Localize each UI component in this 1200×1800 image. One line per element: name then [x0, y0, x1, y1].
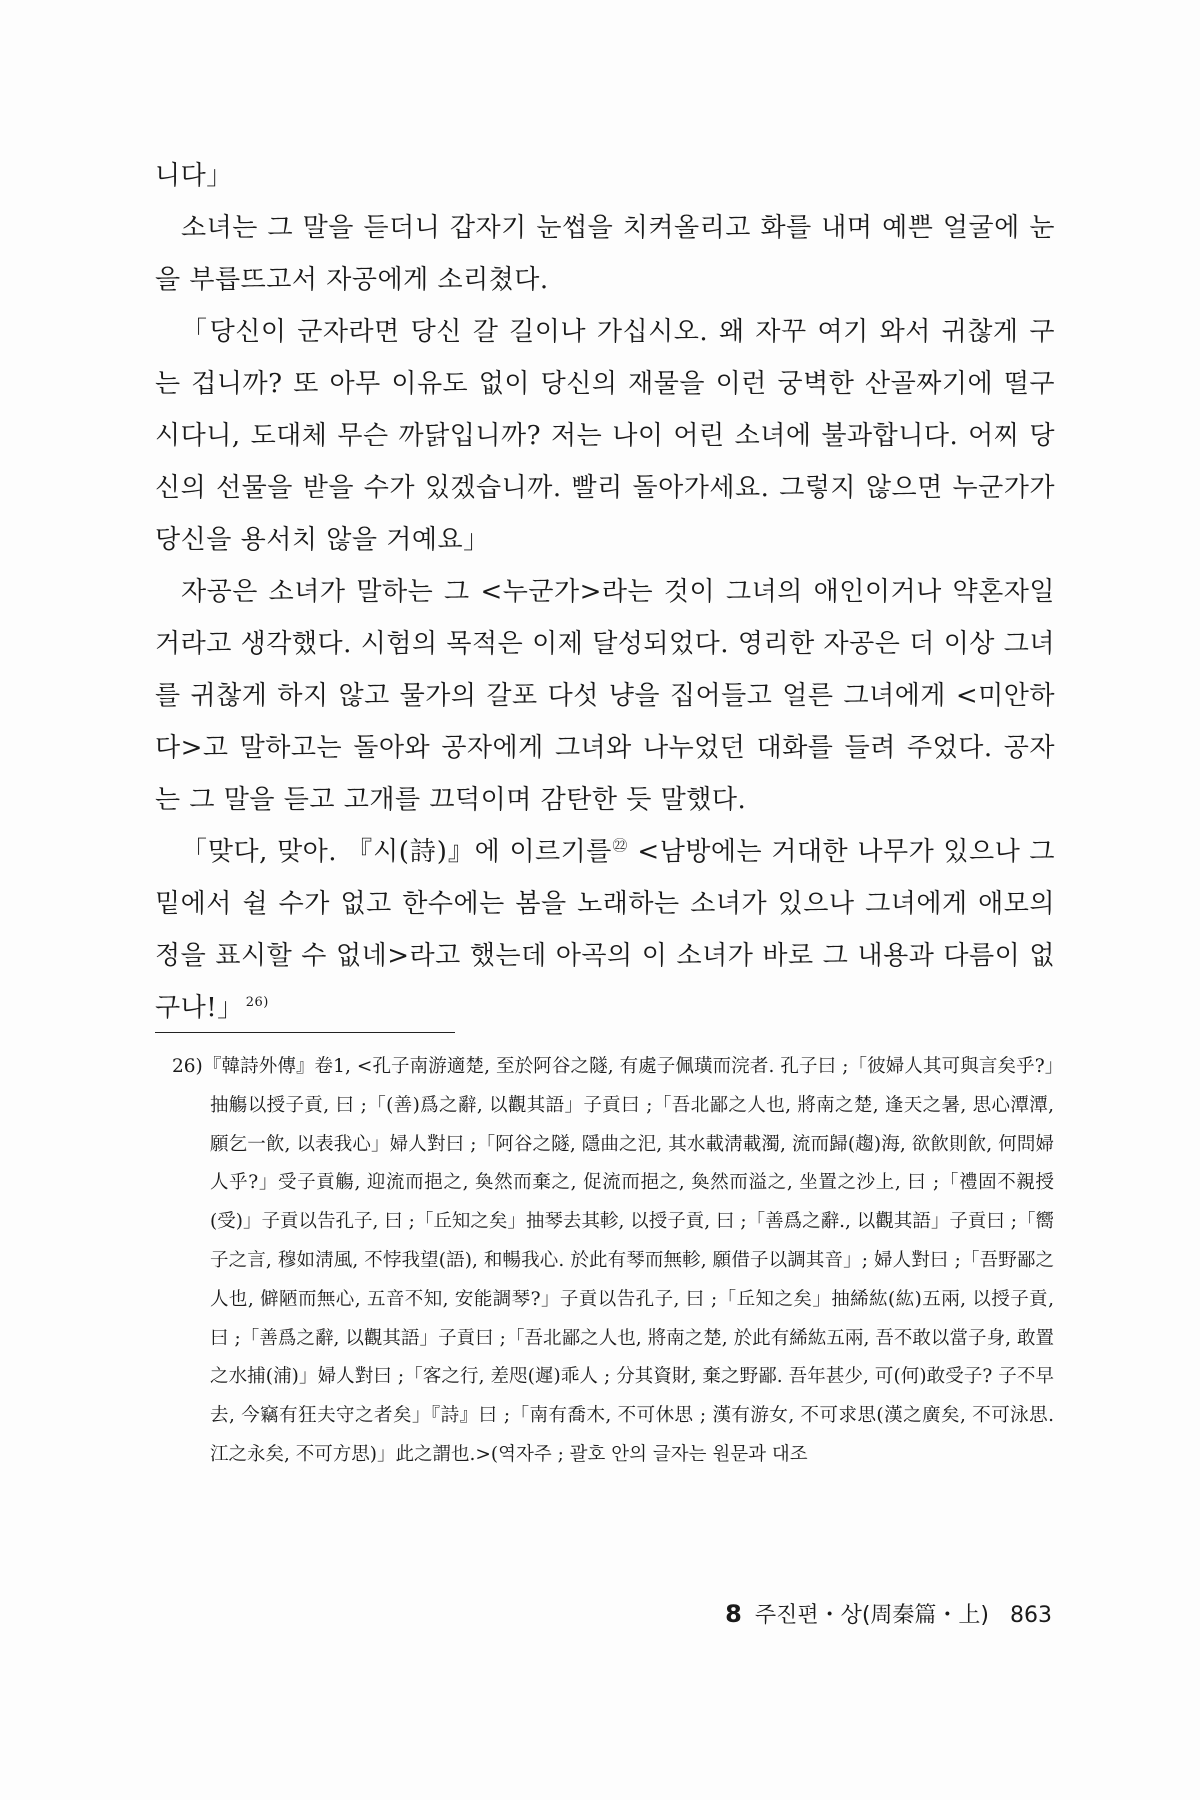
page-number: 863 — [1010, 1603, 1052, 1628]
chapter-title: 주진편・상(周秦篇・上) — [754, 1603, 989, 1628]
footnote-divider — [155, 1032, 455, 1033]
paragraph: 「당신이 군자라면 당신 갈 길이나 가십시오. 왜 자꾸 여기 와서 귀찮게 구는 겁니까? 또 아무 이유도 없이 당신의 재물을 이런 궁벽한 산골짜기에 떨구시다니, 도대체 무슨 까닭입니까? 저는 나이 어린 소녀에 불과합니다. 어찌 당신의 선물을 받을 수가 있겠습니까. 빨리 돌아가세요. 그렇지 않으면 누군가가 당신을 용서치 않을 거예요」 — [155, 317, 1055, 555]
page-footer — [0, 1598, 1052, 1629]
paragraph — [155, 826, 1055, 1034]
footnote: 26)『韓詩外傳』卷1, <孔子南游適楚, 至於阿谷之隧, 有處子佩璜而浣者. 孔子曰 ;「彼婦人其可與言矣乎?」抽觴以授子貢, 曰 ;「(善)爲之辭, 以觀其語」子貢曰 ;「吾北鄙之人也, 將南之楚, 逢天之暑, 思心潭潭, 願乞一飮, 以表我心」婦人對曰 ;「阿谷之隧, 隱曲之汜, 其水載淸載濁, 流而歸(趨)海, 欲飮則飮, 何問婦人乎?」受子貢觴, 迎流而挹之, 奐然而棄之, 促流而挹之, 奐然而溢之, 坐置之沙上, 曰 ;「禮固不親授(受)」子貢以告孔子, 曰 ;「丘知之矣」抽琴去其軫, 以授子貢, 曰 ;「善爲之辭., 以觀其語」子貢曰 ;「嚮子之言, 穆如淸風, 不悖我望(語), 和暢我心. 於此有琴而無軫, 願借子以調其音」; 婦人對曰 ;「吾野鄙之人也, 僻陋而無心, 五音不知, 安能調琴?」子貢以告孔子, 曰 ;「丘知之矣」抽絺紘(紘)五兩, 以授子貢, 曰 ;「善爲之辭, 以觀其語」子貢曰 ;「吾北鄙之人也, 將南之楚, 於此有絺紘五兩, 吾不敢以當子身, 敢置之水捕(浦)」婦人對曰 ;「客之行, 差咫(遲)乖人 ; 分其資財, 棄之野鄙. 吾年甚少, 可(何)敢受子? 子不早去, 今竊有狂夫守之者矣」『詩』曰 ;「南有喬木, 不可休思 ; 漢有游女, 不可求思(漢之廣矣, 不可泳思. 江之永矣, 不可方思)」此之謂也.>(역자주 ; 괄호 안의 글자는 원문과 대조 — [172, 1056, 1054, 1465]
paragraph: 니다」 — [155, 161, 233, 191]
paragraph-text: 「맞다, 맞아. 『시(詩)』에 이르기를 — [181, 837, 612, 867]
paragraph-text: <남방에는 거대한 나무가 있으나 그 밑에서 쉴 수가 없고 한수에는 봄을 노래하는 소녀가 있으나 그녀에게 애모의 정을 표시할 수 없네>라고 했는데 아곡의 이 소녀가 바로 그 내용과 다름이 없구나!」 — [155, 837, 1055, 1023]
footnote-reference[interactable]: 26) — [245, 995, 269, 1011]
paragraph: 자공은 소녀가 말하는 그 <누군가>라는 것이 그녀의 애인이거나 약혼자일 거라고 생각했다. 시험의 목적은 이제 달성되었다. 영리한 자공은 더 이상 그녀를 귀찮게 하지 않고 물가의 갈포 다섯 냥을 집어들고 얼른 그녀에게 <미안하다>고 말하고는 돌아와 공자에게 그녀와 나누었던 대화를 들려 주었다. 공자는 그 말을 듣고 고개를 끄덕이며 감탄한 듯 말했다. — [155, 577, 1055, 815]
paragraph: 소녀는 그 말을 듣더니 갑자기 눈썹을 치켜올리고 화를 내며 예쁜 얼굴에 눈을 부릅뜨고서 자공에게 소리쳤다. — [155, 213, 1055, 295]
main-text — [155, 150, 1055, 1034]
chapter-number: 8 — [725, 1600, 742, 1628]
circled-reference-mark: ㉒ — [611, 836, 629, 855]
